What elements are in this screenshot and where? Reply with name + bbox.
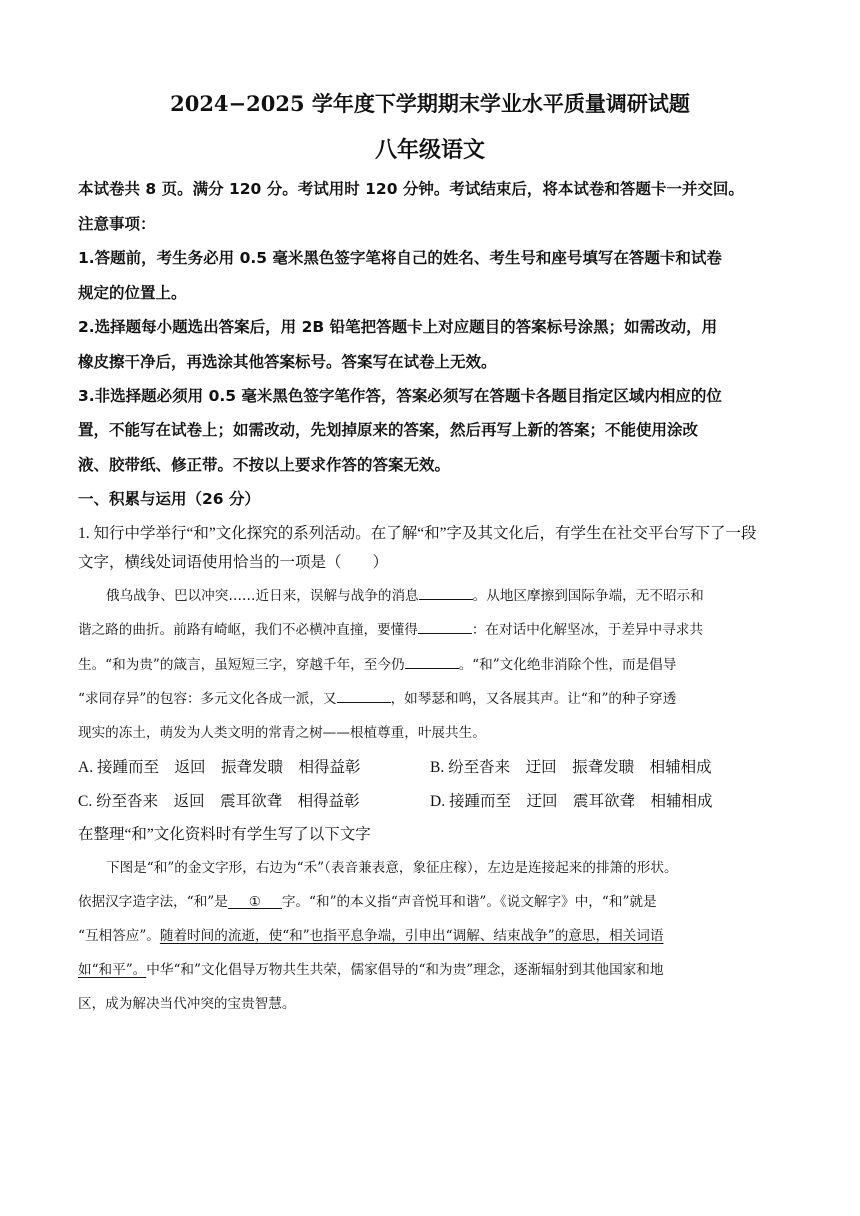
underlined-sentence-end: 如“和平”。 (78, 962, 147, 978)
notice-item-1: 1.答题前，考生务必用 0.5 毫米黑色签字笔将自己的姓名、考生号和座号填写在答题卡和试卷 (78, 249, 722, 267)
passage-line (78, 653, 676, 673)
material-line: 下图是“和”的金文字形，右边为“禾”（表音兼表意，象征庄稼），左边是连接起来的排箫的形状。 (106, 860, 678, 876)
material-line (78, 890, 657, 910)
material-line (78, 924, 663, 944)
exam-subject: 八年级语文 (374, 137, 485, 163)
passage-text: 谐之路的曲折。前路有崎岖，我们不必横冲直撞，要懂得 (78, 622, 418, 638)
answer-blank (337, 688, 391, 703)
exam-title: 2024−2025 学年度下学期期末学业水平质量调研试题 (170, 91, 690, 116)
notice-item-2: 2.选择题每小题选出答案后，用 2B 铅笔把答题卡上对应题目的答案标号涂黑；如需改动，用 (78, 318, 718, 336)
question-1-stem: 1. 知行中学举行“和”文化探究的系列活动。在了解“和”字及其文化后，有学生在社交平台写下了一段 (78, 525, 757, 542)
passage-text: 。“和”文化绝非消除个性，而是倡导 (458, 657, 677, 673)
notice-heading: 注意事项： (78, 215, 156, 233)
notice-item-3: 3.非选择题必须用 0.5 毫米黑色签字笔作答，答案必须写在答题卡各题目指定区域内相应的位 (78, 387, 722, 405)
passage-text: 俄乌战争、巴以冲突……近日来，误解与战争的消息 (106, 588, 419, 604)
answer-blank (405, 654, 459, 669)
passage-line (78, 687, 676, 707)
material-text: 字。“和”的本义指“声音悦耳和谐”。《说文解字》中，“和”就是 (281, 894, 657, 910)
notice-item-3-cont: 置，不能写在试卷上；如需改动，先划掉原来的答案，然后再写上新的答案；不能使用涂改 (78, 421, 699, 439)
option-c: C. 纷至沓来 返回 震耳欲聋 相得益彰 (78, 793, 360, 810)
material-line: 区，成为解决当代冲突的宝贵智慧。 (78, 996, 296, 1012)
passage-text: ，如琴瑟和鸣，又各展其声。让“和”的种子穿透 (390, 691, 677, 707)
underlined-sentence: 随着时间的流逝，使“和”也指平息争端，引申出“调解、结束战争”的意思，相关词语 (159, 928, 664, 944)
passage-line: 现实的冻土，萌发为人类文明的常青之树——根植尊重，叶展共生。 (78, 725, 486, 741)
material-lead: 在整理“和”文化资料时有学生写了以下文字 (78, 826, 371, 843)
passage-text: ：在对话中化解坚冰，于差异中寻求共 (471, 622, 703, 638)
material-text: “互相答应”。 (78, 928, 160, 944)
passage-text: “求同存异”的包容：多元文化各成一派，又 (78, 691, 337, 707)
answer-blank (418, 619, 472, 634)
answer-blank-1: ① (228, 894, 282, 909)
notice-item-2-cont: 橡皮擦干净后，再选涂其他答案标号。答案写在试卷上无效。 (78, 353, 497, 371)
passage-line (78, 618, 703, 638)
question-1-stem-cont: 文字，横线处词语使用恰当的一项是（ ） (78, 554, 389, 571)
exam-intro: 本试卷共 8 页。满分 120 分。考试用时 120 分钟。考试结束后，将本试卷和答题卡一并交回。 (78, 180, 744, 198)
answer-blank (419, 585, 473, 600)
option-a: A. 接踵而至 返回 振聋发聩 相得益彰 (78, 759, 361, 776)
passage-text: 生。“和为贵”的箴言，虽短短三字，穿越千年，至今仍 (78, 657, 405, 673)
section-heading: 一、积累与运用（26 分） (78, 490, 260, 508)
notice-item-1-cont: 规定的位置上。 (78, 284, 187, 302)
option-d: D. 接踵而至 迂回 震耳欲聋 相辅相成 (430, 793, 713, 810)
passage-text: 。从地区摩擦到国际争端，无不昭示和 (472, 588, 704, 604)
material-text: 依据汉字造字法，“和”是 (78, 894, 228, 910)
option-b: B. 纷至沓来 迂回 振聋发聩 相辅相成 (430, 759, 712, 776)
material-text: 中华“和”文化倡导万物共生共荣，儒家倡导的“和为贵”理念，逐渐辐射到其他国家和地 (146, 962, 664, 978)
material-line (78, 958, 663, 978)
notice-item-3-end: 液、胶带纸、修正带。不按以上要求作答的答案无效。 (78, 456, 451, 474)
passage-line (106, 584, 704, 604)
